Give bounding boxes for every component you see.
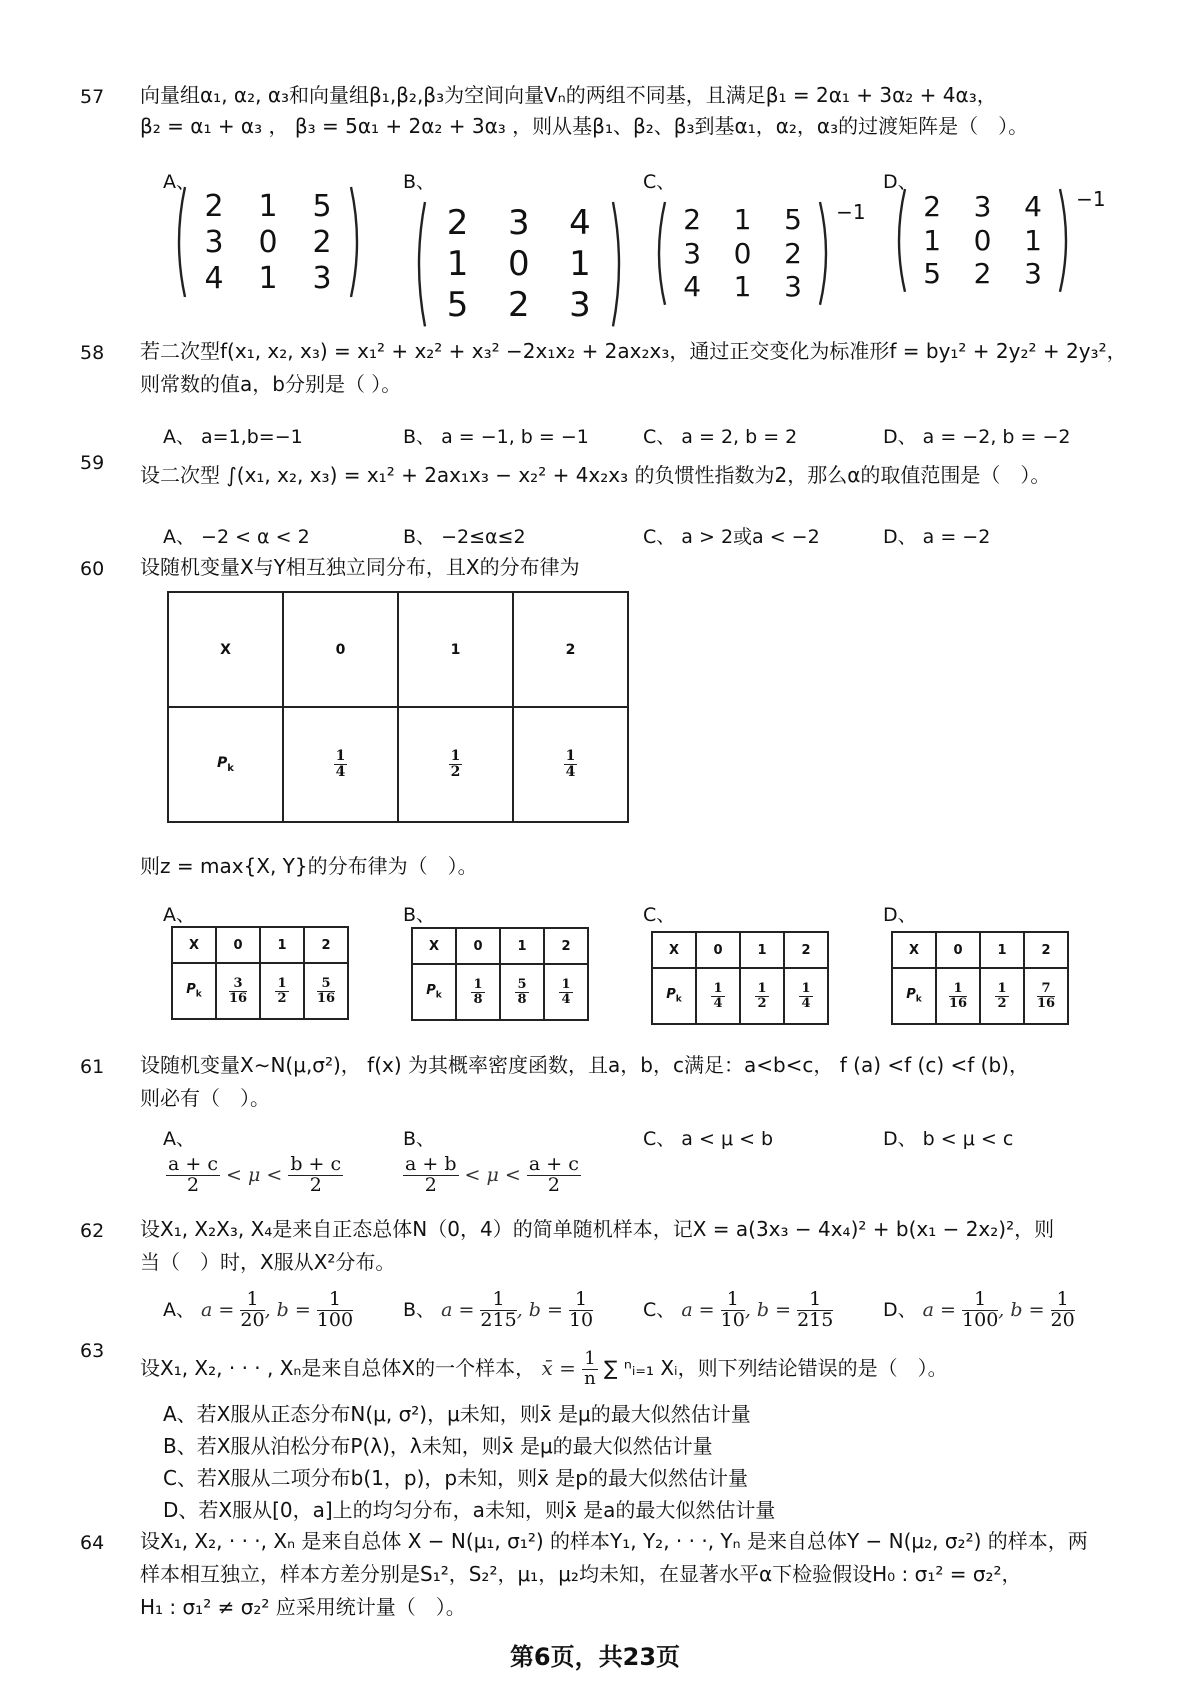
question-number: 57 (80, 86, 105, 108)
option-a: A、 (163, 1128, 195, 1150)
paren-left (893, 187, 907, 294)
option-b: B、若X服从泊松分布P(λ)，λ未知，则x̄ 是μ的最大似然估计量 (163, 1434, 713, 1458)
table-cell: $\frac{1}{2}$ (260, 963, 304, 1019)
matrix-cell: 1 (923, 223, 942, 257)
matrix-cell: 3 (569, 284, 591, 325)
option-a: A、 −2 < α < 2 (163, 526, 310, 548)
table-header-cell: 0 (936, 932, 980, 968)
table-header-cell: 1 (740, 932, 784, 968)
matrix-cell: 2 (204, 188, 224, 224)
table-header-cell: X (652, 932, 696, 968)
table-cell: $\frac{7}{16}$ (1024, 968, 1068, 1024)
table-header-cell: X (892, 932, 936, 968)
matrix-cell: 5 (446, 284, 469, 325)
question-number: 61 (80, 1056, 105, 1078)
distribution-table (167, 591, 629, 823)
question-stem-line: 设X₁, X₂, · · · , Xₙ是来自总体X的一个样本， x̄ = $\frac{1}{n}$ ∑ ⁿᵢ₌₁ Xᵢ，则下列结论错误的是（ ）。 (140, 1348, 948, 1389)
matrix-cell: 3 (312, 260, 332, 296)
distribution-table (171, 926, 349, 1020)
inverse-superscript: −1 (836, 200, 866, 224)
option-a: A、 a=1,b=−1 (163, 426, 303, 448)
question-stem-line: 设X₁, X₂, · · ·, Xₙ 是来自总体 X − N(μ₁, σ₁²) 的样本Y₁, Y₂, · · ·, Yₙ 是来自总体Y − N(μ₂, σ₂²) 的样本，两 (140, 1529, 1088, 1553)
table-header-cell: X (168, 592, 283, 707)
matrix-cell: 2 (446, 203, 469, 244)
option-d: D、 b < μ < c (883, 1128, 1014, 1150)
option-d: D、 a = −2 (883, 526, 991, 548)
option-b: B、 a = −1, b = −1 (403, 426, 589, 448)
matrix-cell: 2 (923, 190, 942, 224)
option-b: B、 −2≤α≤2 (403, 526, 526, 548)
table-cell: $\frac{5}{8}$ (500, 964, 544, 1020)
table-cell: $\frac{1}{8}$ (456, 964, 500, 1020)
table-header-cell: 1 (500, 928, 544, 964)
question-stem-line: 设随机变量X∼N(μ,σ²)， f(x) 为其概率密度函数，且a，b，c满足：a<b<c， f (a) <f (c) <f (b)， (140, 1053, 1029, 1077)
question-stem-line: 则必有（ ）。 (140, 1086, 270, 1110)
question-number: 64 (80, 1532, 105, 1554)
matrix-cell: 1 (258, 188, 278, 224)
matrix-cell: 5 (923, 257, 942, 291)
table-cell: $\frac{1}{2}$ (980, 968, 1024, 1024)
option-b-expression: $\frac{a + b}{2}$ < μ < $\frac{a + c}{2}$ (405, 1153, 579, 1196)
question-number: 59 (80, 452, 105, 474)
question-number: 60 (80, 558, 105, 580)
paren-left (413, 200, 427, 328)
question-stem-line: 则z = max{X, Y}的分布律为（ ）。 (140, 854, 478, 878)
question-stem-line: H₁ : σ₁² ≠ σ₂² 应采用统计量（ ）。 (140, 1595, 466, 1619)
table-row-label: $P_k$ (412, 964, 456, 1020)
matrix-cell: 1 (569, 244, 591, 285)
option-a: A、若X服从正态分布N(μ, σ²)，μ未知，则x̄ 是μ的最大似然估计量 (163, 1402, 751, 1426)
matrix-cell: 2 (784, 236, 802, 270)
page-footer: 第6页，共23页 (509, 1643, 681, 1671)
matrix-cell: 2 (312, 224, 332, 260)
distribution-table (411, 927, 589, 1021)
matrix (413, 200, 625, 328)
option-c: C、 a > 2或a < −2 (643, 526, 820, 548)
matrix-cell: 0 (733, 236, 752, 270)
table-header-cell: 2 (513, 592, 628, 707)
matrix-cell: 1 (733, 203, 752, 237)
matrix-cell: 4 (1024, 190, 1042, 224)
option-c: C、 a = $\frac{1}{10}$ , b = $\frac{1}{215}$ (643, 1288, 834, 1331)
table-header-cell: 1 (980, 932, 1024, 968)
matrix-cell: 4 (683, 270, 702, 304)
table-header-cell: 0 (216, 927, 260, 963)
question-stem-line: 则常数的值a，b分别是（ ）。 (140, 372, 402, 396)
option-b: B、 (403, 1128, 436, 1150)
paren-left (653, 200, 667, 307)
table-cell: $\frac{1}{4}$ (696, 968, 740, 1024)
option-c: C、若X服从二项分布b(1，p)，p未知，则x̄ 是p的最大似然估计量 (163, 1466, 748, 1490)
table-header-cell: 0 (696, 932, 740, 968)
option-d: D、 (883, 904, 917, 926)
paren-left (173, 185, 187, 299)
paren-right (611, 200, 625, 328)
option-b: B、 a = $\frac{1}{215}$ , b = $\frac{1}{10}$ (403, 1288, 594, 1331)
table-header-cell: X (172, 927, 216, 963)
matrix-cell: 3 (784, 270, 802, 304)
matrix-cell: 1 (258, 260, 278, 296)
table-header-cell: 2 (544, 928, 588, 964)
question-stem-line: 设随机变量X与Y相互独立同分布，且X的分布律为 (140, 555, 580, 579)
matrix-cell: 1 (1024, 223, 1042, 257)
option-d: D、 a = −2, b = −2 (883, 426, 1071, 448)
distribution-table (651, 931, 829, 1025)
table-header-cell: 0 (283, 592, 398, 707)
matrix-cell: 1 (446, 244, 469, 285)
table-cell: $\frac{1}{4}$ (784, 968, 828, 1024)
inverse-superscript: −1 (1076, 187, 1106, 211)
question-stem-line: 若二次型f(x₁, x₂, x₃) = x₁² + x₂² + x₃² −2x₁x₂ + 2ax₂x₃，通过正交变化为标准形f = by₁² + 2y₂² + 2y₃²， (140, 339, 1127, 363)
table-row-label: $P_k$ (172, 963, 216, 1019)
table-cell: $\frac{1}{2}$ (740, 968, 784, 1024)
option-c: C、 (643, 904, 676, 926)
option-d: D、 a = $\frac{1}{100}$ , b = $\frac{1}{20}$ (883, 1288, 1075, 1331)
matrix-cell: 2 (507, 284, 530, 325)
option-a: A、 (163, 904, 195, 926)
table-header-cell: 1 (398, 592, 513, 707)
question-stem-line: β₂ = α₁ + α₃ ， β₃ = 5α₁ + 2α₂ + 3α₃ ，则从基β₁、β₂、β₃到基α₁，α₂，α₃的过渡矩阵是（ ）。 (140, 114, 1029, 138)
table-cell: $\frac{3}{16}$ (216, 963, 260, 1019)
option-a: A、 (163, 171, 195, 193)
table-header-cell: 1 (260, 927, 304, 963)
question-stem-line: 样本相互独立，样本方差分别是S₁²，S₂²，μ₁，μ₂均未知，在显著水平α下检验假设H₀ : σ₁² = σ₂²， (140, 1562, 1022, 1586)
table-header-cell: X (412, 928, 456, 964)
option-a: A、 a = $\frac{1}{20}$ , b = $\frac{1}{100}$ (163, 1288, 354, 1331)
matrix-cell: 1 (733, 270, 752, 304)
matrix (173, 185, 363, 299)
table-cell: $\frac{1}{4}$ (283, 707, 398, 822)
matrix-cell: 3 (683, 236, 702, 270)
table-row-label: $P_k$ (892, 968, 936, 1024)
question-stem-line: 向量组α₁, α₂, α₃和向量组β₁,β₂,β₃为空间向量Vₙ的两组不同基，且满足β₁ = 2α₁ + 3α₂ + 4α₃， (140, 83, 997, 107)
matrix (893, 187, 1106, 294)
matrix-cell: 3 (204, 224, 224, 260)
matrix-cell: 0 (507, 244, 530, 285)
option-c: C、 a < μ < b (643, 1128, 774, 1150)
matrix-cell: 5 (784, 203, 802, 237)
paren-right (818, 200, 832, 307)
matrix-cell: 4 (204, 260, 224, 296)
table-row-label: $P_k$ (168, 707, 283, 822)
question-number: 63 (80, 1340, 105, 1362)
table-cell: $\frac{1}{2}$ (398, 707, 513, 822)
table-header-cell: 2 (304, 927, 348, 963)
question-stem-line: 设X₁, X₂X₃, X₄是来自正态总体N（0，4）的简单随机样本，记X = a(3x₃ − 4x₄)² + b(x₁ − 2x₂)²，则 (140, 1217, 1055, 1241)
table-cell: $\frac{1}{4}$ (513, 707, 628, 822)
matrix-cell: 2 (973, 257, 992, 291)
table-header-cell: 0 (456, 928, 500, 964)
table-header-cell: 2 (1024, 932, 1068, 968)
matrix-cell: 3 (973, 190, 992, 224)
matrix-cell: 3 (1024, 257, 1042, 291)
matrix-cell: 0 (973, 223, 992, 257)
option-c: C、 a = 2, b = 2 (643, 426, 798, 448)
question-stem-line: 当（ ）时，X服从X²分布。 (140, 1250, 396, 1274)
distribution-table (891, 931, 1069, 1025)
option-c: C、 (643, 171, 676, 193)
question-number: 62 (80, 1220, 105, 1242)
matrix (653, 200, 866, 307)
matrix-cell: 4 (569, 203, 591, 244)
table-cell: $\frac{1}{4}$ (544, 964, 588, 1020)
option-d: D、若X服从[0，a]上的均匀分布，a未知，则x̄ 是a的最大似然估计量 (163, 1498, 776, 1522)
option-b: B、 (403, 904, 436, 926)
option-b: B、 (403, 171, 436, 193)
matrix-cell: 3 (507, 203, 530, 244)
matrix-cell: 0 (258, 224, 278, 260)
question-number: 58 (80, 342, 105, 364)
question-stem-line: 设二次型 ∫(x₁, x₂, x₃) = x₁² + 2ax₁x₃ − x₂² + 4x₂x₃ 的负惯性指数为2，那么α的取值范围是（ ）。 (140, 463, 1051, 487)
matrix-cell: 5 (312, 188, 332, 224)
table-cell: $\frac{1}{16}$ (936, 968, 980, 1024)
table-header-cell: 2 (784, 932, 828, 968)
paren-right (349, 185, 363, 299)
option-d: D、 (883, 171, 917, 193)
table-row-label: $P_k$ (652, 968, 696, 1024)
table-cell: $\frac{5}{16}$ (304, 963, 348, 1019)
option-a-expression: $\frac{a + c}{2}$ < μ < $\frac{b + c}{2}$ (168, 1153, 342, 1196)
matrix-cell: 2 (683, 203, 702, 237)
paren-right (1058, 187, 1072, 294)
